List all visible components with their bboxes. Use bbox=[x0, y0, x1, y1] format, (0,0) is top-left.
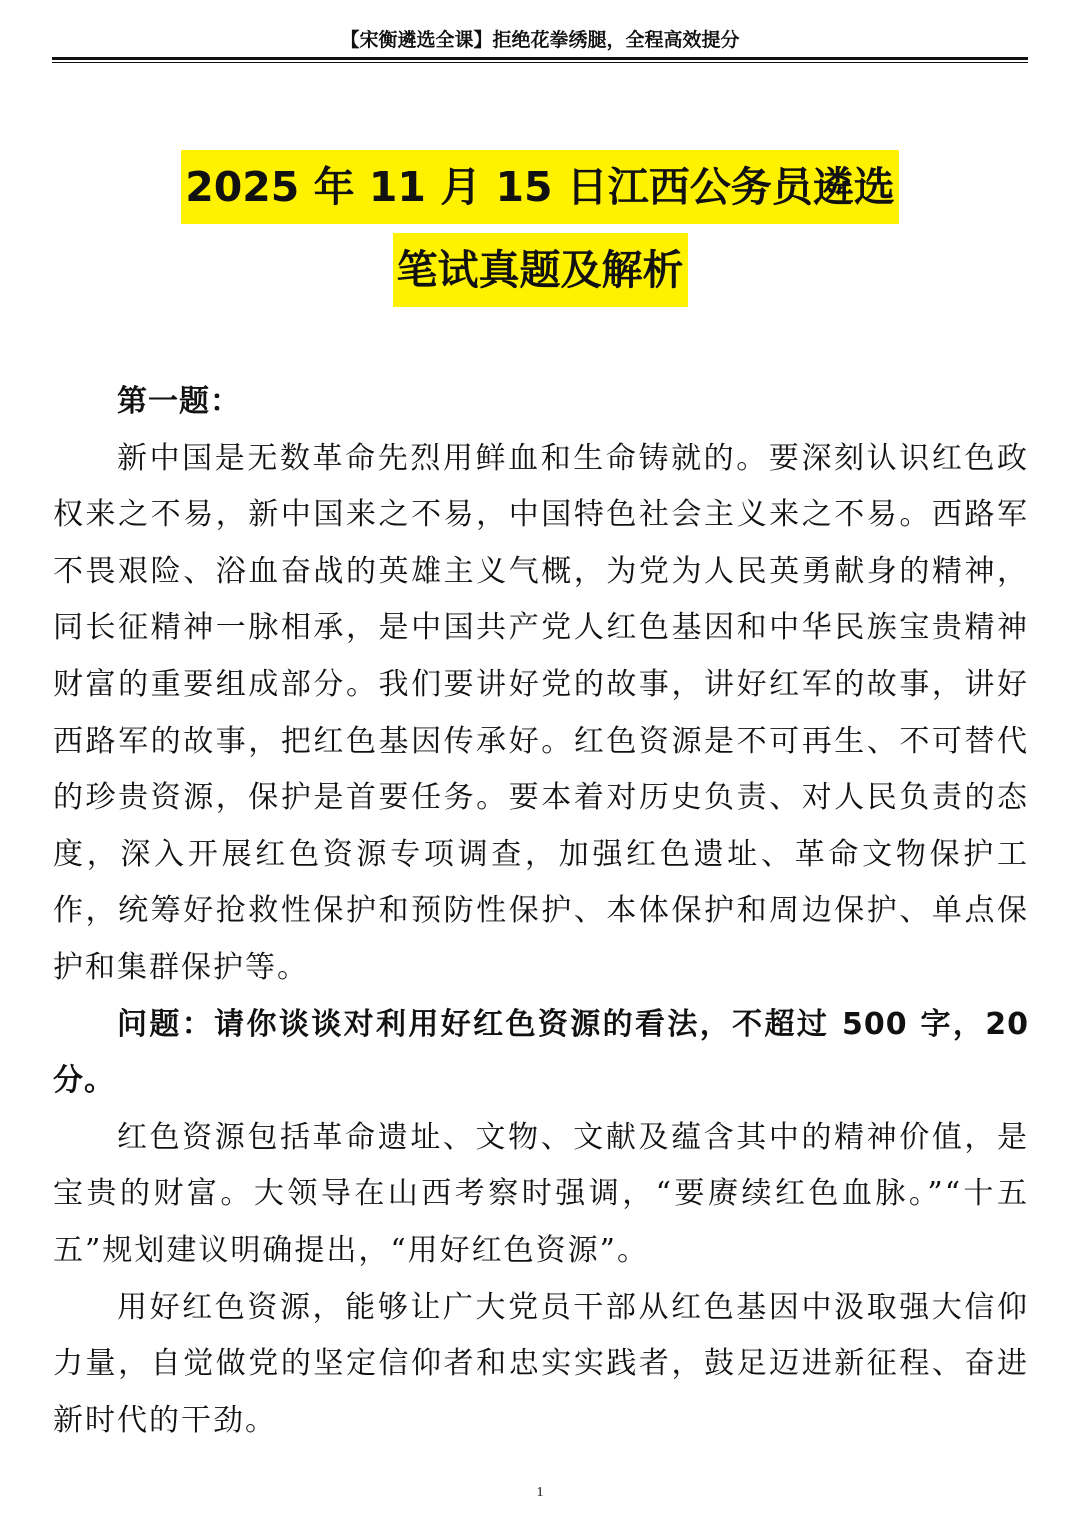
title-highlight-2: 笔试真题及解析 bbox=[393, 233, 688, 307]
header-rule-thick bbox=[52, 57, 1028, 60]
answer-paragraph-2: 用好红色资源，能够让广大党员干部从红色基因中汲取强大信仰力量，自觉做党的坚定信仰者和忠实实践者，鼓足迈进新征程、奋进新时代的干劲。 bbox=[53, 1289, 1029, 1438]
answer-paragraph-1: 红色资源包括革命遗址、文物、文献及蕴含其中的精神价值，是宝贵的财富。大领导在山西考察时强调，“要赓续红色血脉。”“十五五”规划建议明确提出，“用好红色资源”。 bbox=[53, 1119, 1029, 1268]
title-line-1 bbox=[0, 150, 1080, 224]
document-body bbox=[53, 374, 1029, 1449]
material-paragraph: 新中国是无数革命先烈用鲜血和生命铸就的。要深刻认识红色政权来之不易，新中国来之不易，中国特色社会主义来之不易。西路军不畏艰险、浴血奋战的英雄主义气概，为党为人民英勇献身的精神，同长征精神一脉相承，是中国共产党人红色基因和中华民族宝贵精神财富的重要组成部分。我们要讲好党的故事，讲好红军的故事，讲好西路军的故事，把红色基因传承好。红色资源是不可再生、不可替代的珍贵资源，保护是首要任务。要本着对历史负责、对人民负责的态度，深入开展红色资源专项调查，加强红色遗址、革命文物保护工作，统筹好抢救性保护和预防性保护、本体保护和周边保护、单点保护和集群保护等。 bbox=[53, 440, 1029, 985]
section-heading: 第一题： bbox=[117, 384, 241, 419]
question-paragraph: 问题：请你谈谈对利用好红色资源的看法，不超过 500 字，20 分。 bbox=[53, 1006, 1029, 1099]
page-number: 1 bbox=[536, 1485, 544, 1500]
header-rule-thin bbox=[52, 62, 1028, 63]
title-highlight-1: 2025 年 11 月 15 日江西公务员遴选 bbox=[181, 150, 899, 224]
title-line-2 bbox=[0, 233, 1080, 307]
page-header: 【宋衡遴选全课】拒绝花拳绣腿，全程高效提分 bbox=[340, 29, 740, 51]
